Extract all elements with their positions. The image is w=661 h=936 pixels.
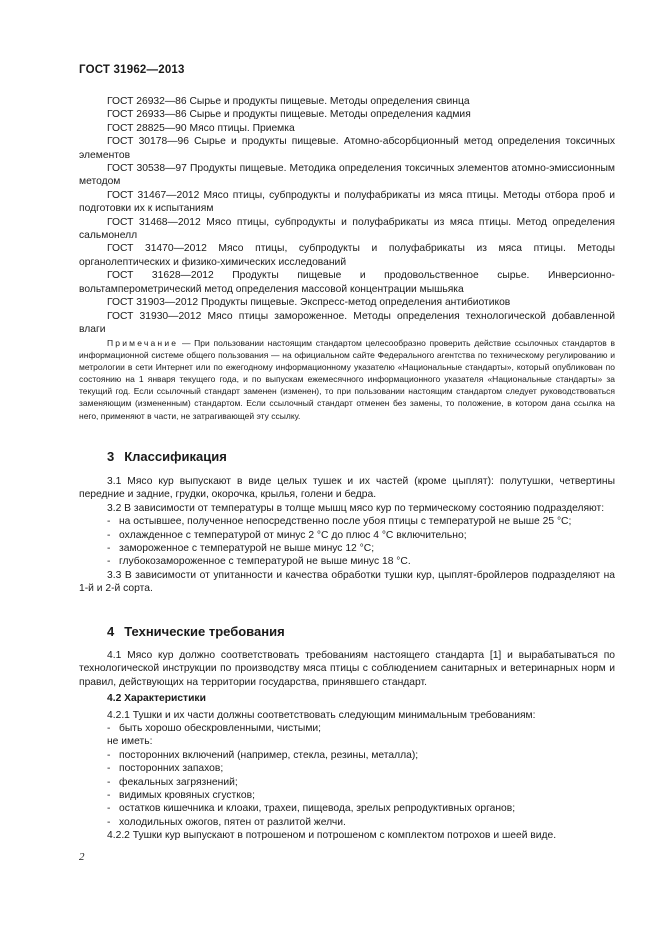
clause-4-2-2: 4.2.2 Тушки кур выпускают в потрошеном и потрошеном с комплектом потрохов и шеей виде. (107, 830, 557, 842)
clause-4-1: 4.1 Мясо кур должно соответствовать требованиям настоящего стандарта [1] и вырабатываться по технологической инструкции по производству мяса птицы с соблюдением санитарных и ветеринарных норм и правил, действующих на территории государства, принявшего стандарт. (79, 650, 615, 688)
not-have-label: не иметь: (107, 736, 153, 748)
clause-3-2: 3.2 В зависимости от температуры в толще мышц мясо кур по термическому состоянию подразделяют: (107, 502, 605, 514)
section-number: 3 (107, 449, 115, 464)
reference-item: ГОСТ 31467—2012 Мясо птицы, субпродукты и полуфабрикаты из мяса птицы. Методы отбора проб и подготовки их к испытаниям (79, 189, 615, 215)
reference-item: ГОСТ 31903—2012 Продукты пищевые. Экспресс-метод определения антибиотиков (107, 297, 511, 309)
list-item: - посторонних запахов; (107, 763, 224, 775)
reference-item: ГОСТ 28825—90 Мясо птицы. Приемка (107, 122, 295, 134)
section-title: Классификация (124, 449, 227, 464)
reference-item: ГОСТ 31628—2012 Продукты пищевые и продовольственное сырье. Инверсионно-вольтамперометрический метод определения массовой концентрации мышьяка (79, 270, 615, 295)
list-item: - замороженное с температурой не выше минус 12 °С; (107, 543, 375, 555)
list-item: - охлажденное с температурой от минус 2 °С до плюс 4 °С включительно; (107, 529, 467, 541)
list-item: - фекальных загрязнений; (107, 776, 238, 788)
note-paragraph (79, 337, 615, 422)
page-number: 2 (79, 851, 85, 863)
section-number: 4 (107, 624, 115, 639)
reference-item: ГОСТ 26933—86 Сырье и продукты пищевые. Методы определения кадмия (107, 109, 471, 121)
list-item: - остатков кишечника и клоаки, трахеи, пищевода, зрелых репродуктивных органов; (107, 803, 516, 815)
subsection-heading: 4.2 Характеристики (107, 693, 206, 705)
section-4-body (79, 649, 615, 843)
page-header: ГОСТ 31962—2013 (79, 64, 185, 76)
reference-item: ГОСТ 30178—96 Сырье и продукты пищевые. Атомно-абсорбционный метод определения токсичных элементов (79, 136, 615, 161)
clause-3-1: 3.1 Мясо кур выпускают в виде целых тушек и их частей (кроме цыплят): полутушки, четвертины передние и задние, грудки, окорочка, крылья, голени и бедра. (79, 476, 615, 501)
note-text: — При пользовании настоящим стандартом целесообразно проверить действие ссылочных стандартов в информационной системе общего пользования — на официальном сайте Федерального агентства по техническому регулированию и метрологии в сети Интернет или по ежегодному информационному указателю «Национальные стандарты», который опубликован по состоянию на 1 января текущего года, и по выпускам ежемесячного информационного указателя «Национальные стандарты» за текущий год. Если ссылочный стандарт заменен (изменен), то при пользовании настоящим стандартом следует руководствоваться заменяющим (измененным) стандартом. Если ссылочный стандарт отменен без замены, то положение, в котором дана ссылка на него, применяют в части, не затрагивающей эту ссылку. (79, 338, 615, 421)
list-item: - быть хорошо обескровленными, чистыми; (107, 723, 322, 735)
section-3-body (79, 475, 615, 596)
reference-item: ГОСТ 26932—86 Сырье и продукты пищевые. Методы определения свинца (107, 96, 470, 107)
note-lead: Примечание (107, 338, 179, 348)
reference-item: ГОСТ 31468—2012 Мясо птицы, субпродукты и полуфабрикаты из мяса птицы. Метод определения сальмонелл (79, 216, 615, 242)
clause-4-2-1: 4.2.1 Тушки и их части должны соответствовать следующим минимальным требованиям: (107, 709, 536, 721)
list-item: - холодильных ожогов, пятен от разлитой желчи. (107, 816, 346, 828)
section-3-heading (107, 449, 227, 464)
clause-3-3: 3.3 В зависимости от упитанности и качества обработки тушки кур, цыплят-бройлеров подразделяют на 1-й и 2-й сорта. (79, 569, 615, 595)
section-title: Технические требования (124, 624, 285, 639)
reference-item: ГОСТ 31470—2012 Мясо птицы, субпродукты и полуфабрикаты из мяса птицы. Методы органолептических и физико-химических исследований (79, 243, 615, 268)
reference-item: ГОСТ 30538—97 Продукты пищевые. Методика определения токсичных элементов атомно-эмиссионным методом (79, 163, 615, 188)
list-item: - на остывшее, полученное непосредственно после убоя птицы с температурой не выше 25 °С; (107, 516, 572, 528)
reference-item: ГОСТ 31930—2012 Мясо птицы замороженное. Методы определения технологической добавленной влаги (79, 310, 615, 335)
normative-references-list (79, 95, 615, 336)
list-item: - видимых кровяных сгустков; (107, 790, 255, 802)
list-item: - глубокозамороженное с температурой не выше минус 18 °С. (107, 556, 411, 568)
section-4-heading (107, 624, 285, 639)
list-item: - посторонних включений (например, стекла, резины, металла); (107, 749, 419, 761)
